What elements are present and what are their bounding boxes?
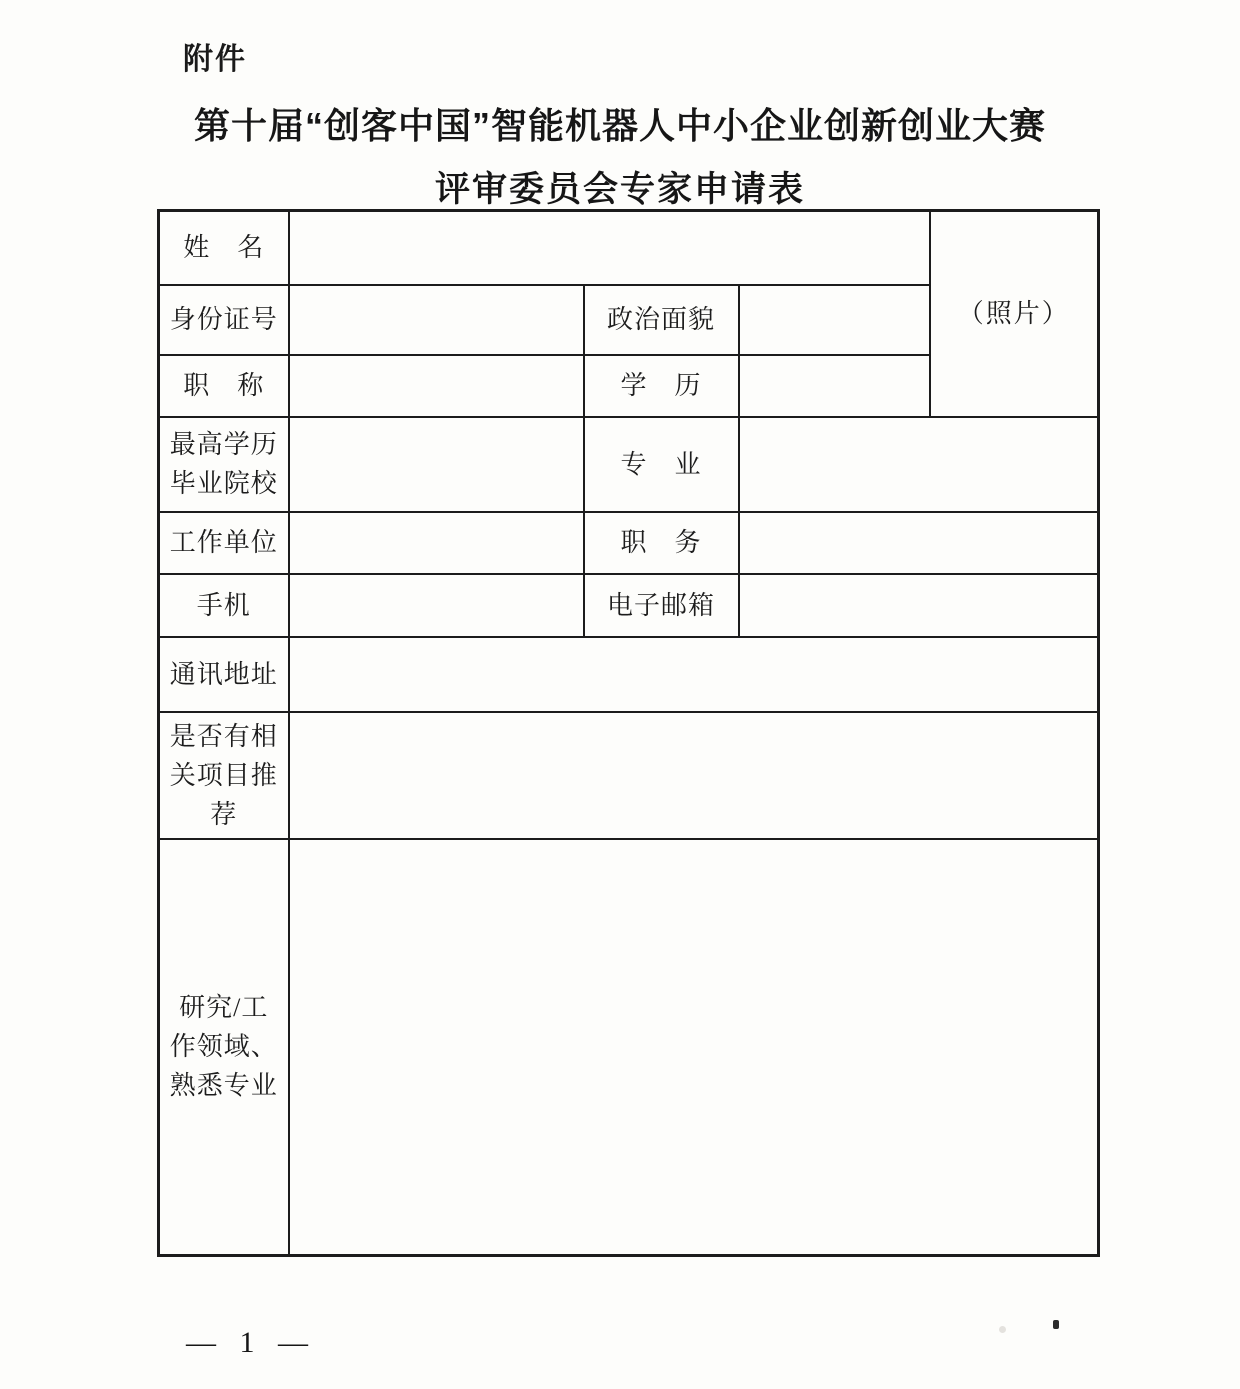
document-subtitle: 评审委员会专家申请表 [434,170,805,209]
political-status-label: 政治面貌 [584,285,739,355]
row-mailing-address [159,637,1099,712]
work-unit-value-cell [289,512,584,574]
id-number-value-cell [289,285,584,355]
row-mobile-email [159,574,1099,637]
major-value-cell [739,417,1099,512]
page-number: — 1 — [186,1326,316,1359]
row-research-field [159,839,1099,1256]
id-number-label: 身份证号 [159,285,289,355]
education-value-cell [739,355,930,417]
scan-speck-light [999,1326,1006,1333]
attachment-label: 附件 [183,43,247,76]
row-name [159,211,1099,285]
project-recommendation-label: 是否有相关项目推荐 [159,712,289,839]
professional-title-label: 职 称 [159,355,289,417]
research-field-value-cell [289,839,1099,1256]
research-field-label: 研究/工作领域、熟悉专业 [159,839,289,1256]
mobile-label: 手机 [159,574,289,637]
document-title: 第十届“创客中国”智能机器人中小企业创新创业大赛 [193,105,1046,146]
row-school-major [159,417,1099,512]
name-label: 姓 名 [159,211,289,285]
position-label: 职 务 [584,512,739,574]
row-workunit-position [159,512,1099,574]
political-status-value-cell [739,285,930,355]
project-recommendation-value-cell [289,712,1099,839]
email-value-cell [739,574,1099,637]
mailing-address-label: 通讯地址 [159,637,289,712]
major-label: 专 业 [584,417,739,512]
education-label: 学 历 [584,355,739,417]
photo-placeholder-cell: （照片） [930,211,1099,417]
mailing-address-value-cell [289,637,1099,712]
work-unit-label: 工作单位 [159,512,289,574]
position-value-cell [739,512,1099,574]
highest-degree-school-value-cell [289,417,584,512]
scan-speck-dark [1053,1320,1059,1329]
name-value-cell [289,211,930,285]
row-project-recommendation [159,712,1099,839]
email-label: 电子邮箱 [584,574,739,637]
application-form-table [157,209,1100,1257]
mobile-value-cell [289,574,584,637]
professional-title-value-cell [289,355,584,417]
highest-degree-school-label: 最高学历毕业院校 [159,417,289,512]
